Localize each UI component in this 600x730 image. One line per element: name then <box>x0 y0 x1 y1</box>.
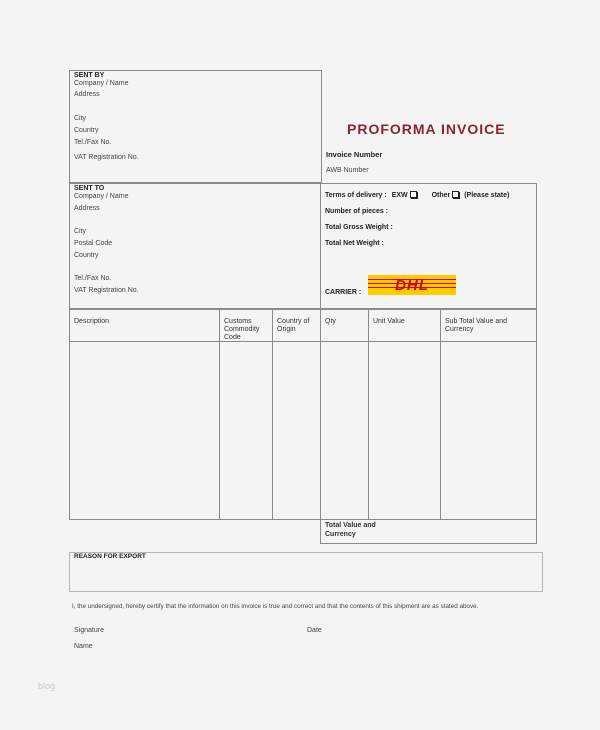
signature-label[interactable]: Signature <box>74 627 104 634</box>
sent-by-company[interactable]: Company / Name <box>74 80 129 87</box>
exw-label: EXW <box>391 192 408 199</box>
sent-to-company[interactable]: Company / Name <box>74 193 129 200</box>
carrier-label: CARRIER : <box>325 289 362 296</box>
date-label[interactable]: Date <box>307 627 322 634</box>
net-weight-label[interactable]: Total Net Weight : <box>325 240 384 247</box>
sent-to-divider <box>320 183 321 309</box>
col-qty: Qty <box>325 318 336 325</box>
dhl-logo <box>368 275 456 295</box>
sent-to-city[interactable]: City <box>74 228 87 235</box>
dhl-logo-text: DHL <box>395 276 429 294</box>
invoice-number-label[interactable]: Invoice Number <box>326 150 383 159</box>
sent-by-city[interactable]: City <box>74 115 87 122</box>
col-subtotal <box>445 318 507 334</box>
please-state-label: (Please state) <box>464 192 510 199</box>
sent-to-address[interactable]: Address <box>74 205 100 212</box>
terms-label: Terms of delivery : <box>325 192 387 199</box>
sent-by-tel[interactable]: Tel./Fax No. <box>74 139 112 146</box>
col-unit-value: Unit Value <box>373 318 405 325</box>
name-label[interactable]: Name <box>74 643 93 650</box>
awb-number-label[interactable]: AWB Number <box>326 167 369 174</box>
table-col-divider <box>272 309 273 520</box>
col-customs <box>224 318 259 342</box>
sent-to-tel[interactable]: Tel./Fax No. <box>74 275 112 282</box>
pieces-label[interactable]: Number of pieces : <box>325 208 389 215</box>
other-checkbox[interactable] <box>452 191 459 198</box>
table-header-divider <box>69 341 537 342</box>
col-origin-line: Country of <box>277 318 310 325</box>
col-customs-line: Customs <box>224 318 252 325</box>
terms-of-delivery <box>325 191 509 200</box>
total-value-line: Currency <box>325 531 356 538</box>
col-origin-line: Origin <box>277 326 296 333</box>
col-customs-line: Commodity <box>224 326 260 333</box>
exw-checkbox[interactable] <box>410 191 417 198</box>
col-origin <box>277 318 309 334</box>
table-col-divider <box>219 309 220 520</box>
table-col-divider <box>368 309 369 520</box>
col-subtotal-line: Currency <box>445 326 474 333</box>
other-label: Other <box>431 192 451 199</box>
sent-to-vat[interactable]: VAT Registration No. <box>74 287 139 294</box>
page-title: PROFORMA INVOICE <box>347 121 506 137</box>
sent-to-country[interactable]: Country <box>74 252 99 259</box>
table-col-divider <box>440 309 441 520</box>
gross-weight-label[interactable]: Total Gross Weight : <box>325 224 393 231</box>
sent-to-heading: SENT TO <box>74 185 105 192</box>
sent-by-vat[interactable]: VAT Registration No. <box>74 154 139 161</box>
sent-to-postal[interactable]: Postal Code <box>74 240 113 247</box>
sent-by-heading: SENT BY <box>74 72 105 79</box>
sent-by-address[interactable]: Address <box>74 91 100 98</box>
col-subtotal-line: Sub Total Value and <box>445 318 508 325</box>
total-value-label <box>325 521 376 539</box>
table-col-divider <box>320 309 321 544</box>
watermark: blog <box>38 681 56 691</box>
col-description: Description <box>74 318 110 325</box>
total-value-line: Total Value and <box>325 522 376 529</box>
certification-text: I, the undersigned, hereby certify that the information on this invoice is true and correct and that the contents of this shipment are as stated above. <box>72 603 479 610</box>
col-customs-line: Code <box>224 334 241 341</box>
reason-for-export-heading: REASON FOR EXPORT <box>74 553 146 560</box>
sent-by-country[interactable]: Country <box>74 127 99 134</box>
sent-to-box <box>69 183 537 309</box>
